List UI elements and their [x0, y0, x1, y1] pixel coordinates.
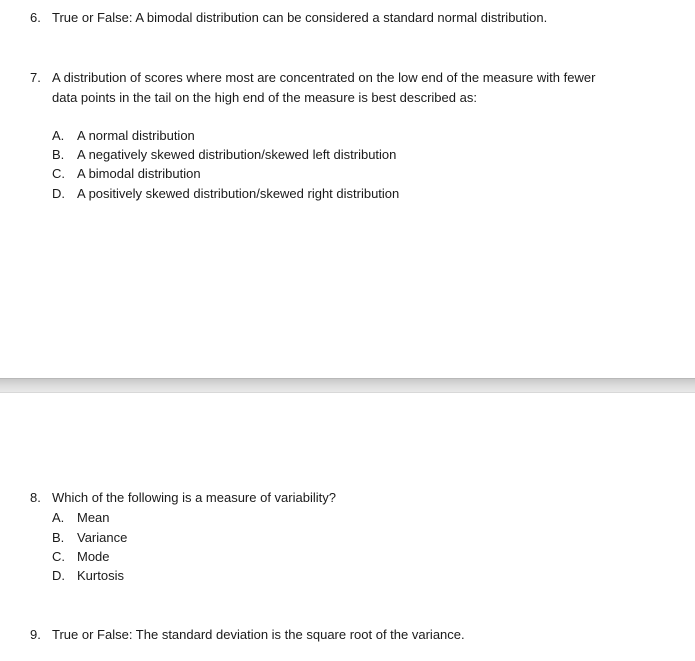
option-letter: C. — [52, 166, 65, 181]
option-text: A positively skewed distribution/skewed right distribution — [77, 186, 400, 201]
question-number: 6. — [30, 10, 41, 25]
question-text-line-2: data points in the tail on the high end of the measure is best described as: — [52, 90, 477, 105]
option-letter: B. — [52, 147, 65, 162]
option-text: Variance — [77, 530, 128, 545]
question-text: Which of the following is a measure of variability? — [52, 490, 336, 505]
question-text: True or False: A bimodal distribution can be considered a standard normal distribution. — [52, 10, 548, 25]
option-letter: B. — [52, 530, 65, 545]
option-text: Kurtosis — [77, 568, 124, 583]
option-text: A negatively skewed distribution/skewed left distribution — [77, 147, 397, 162]
option-letter: A. — [52, 510, 65, 525]
option-text: A bimodal distribution — [77, 166, 201, 181]
page-break — [0, 378, 695, 392]
option-letter: A. — [52, 128, 65, 143]
question-number: 7. — [30, 70, 41, 85]
option-text: Mode — [77, 549, 110, 564]
question-text-line-1: A distribution of scores where most are concentrated on the low end of the measure with fewer — [52, 70, 596, 85]
option-letter: D. — [52, 568, 65, 583]
question-number: 8. — [30, 490, 41, 505]
option-text: A normal distribution — [77, 128, 195, 143]
option-text: Mean — [77, 510, 110, 525]
option-letter: C. — [52, 549, 65, 564]
option-letter: D. — [52, 186, 65, 201]
question-number: 9. — [30, 627, 41, 642]
question-text: True or False: The standard deviation is the square root of the variance. — [52, 627, 465, 642]
page-separator-bar — [0, 378, 695, 393]
